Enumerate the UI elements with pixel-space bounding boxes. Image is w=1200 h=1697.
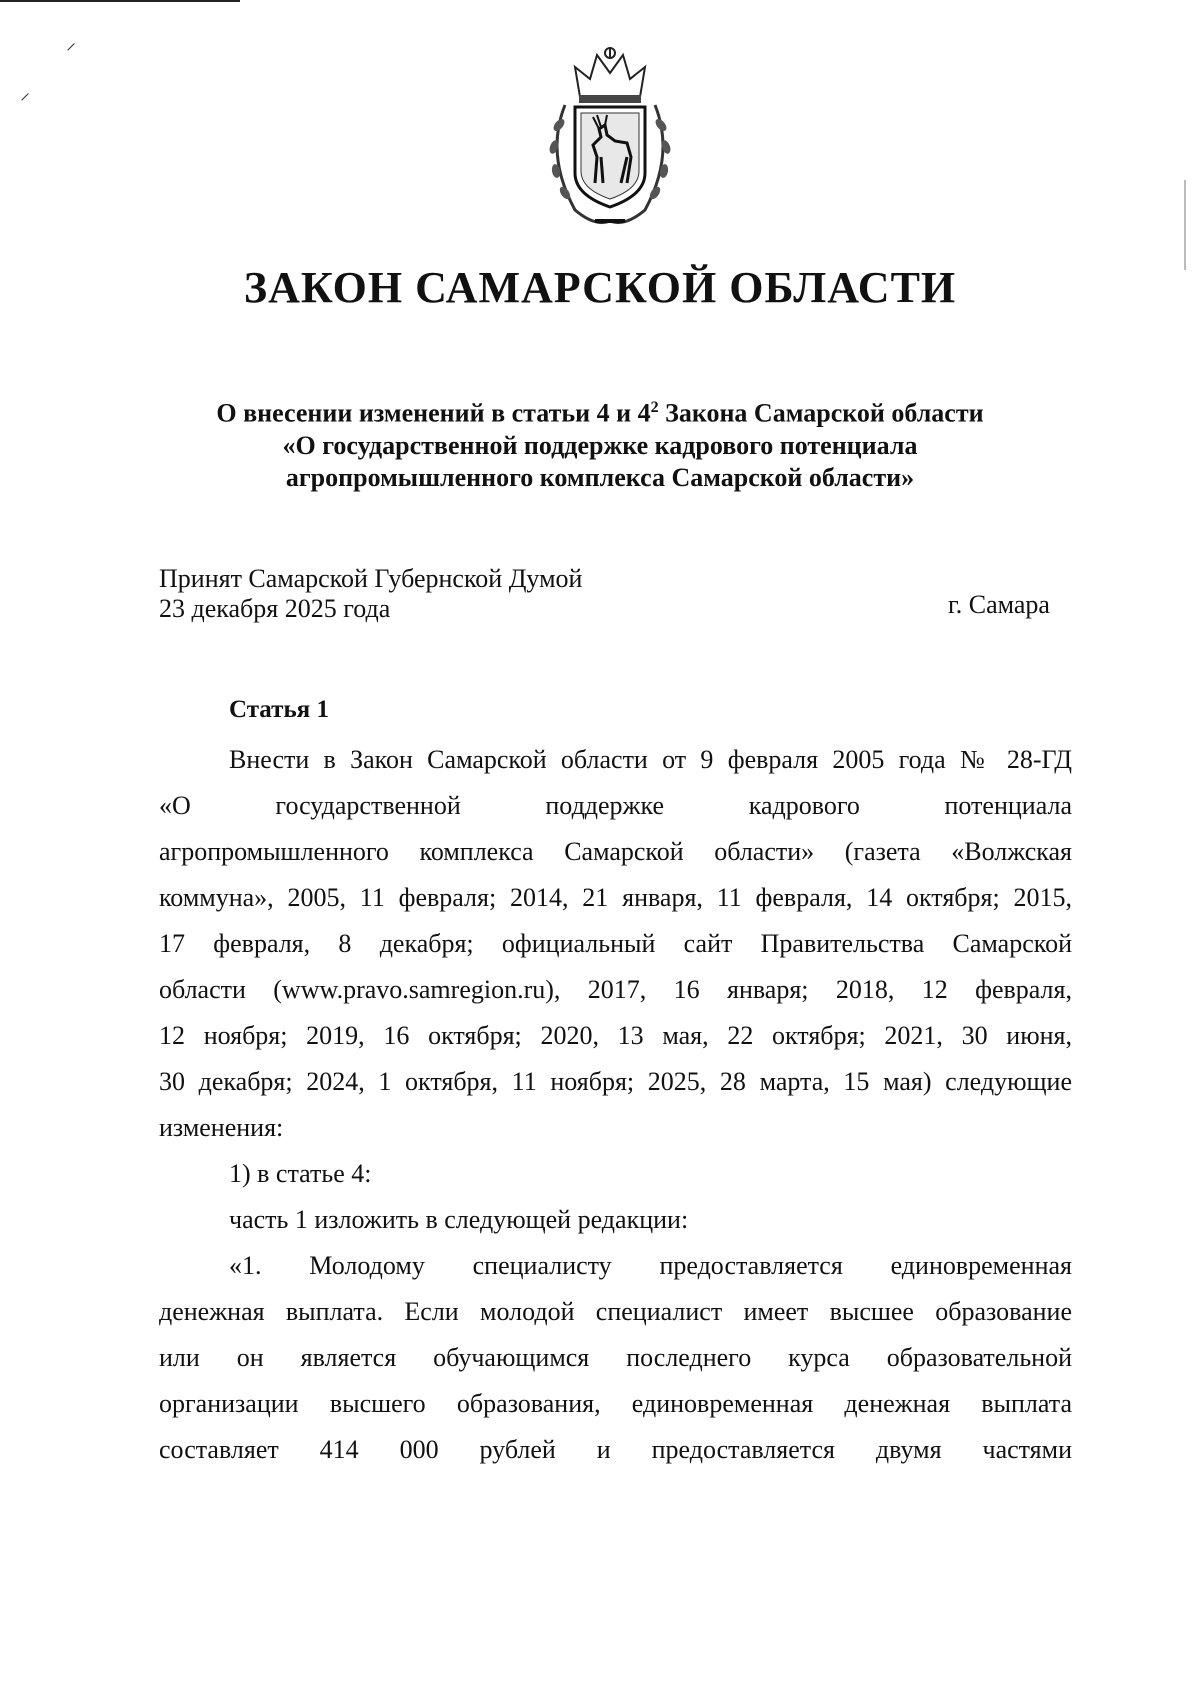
scan-speck: ⸝ <box>20 82 30 104</box>
text-line: «О государственной поддержке кадрового потенциала <box>159 791 1072 820</box>
scan-artifact-line <box>1184 180 1186 270</box>
subtitle-line-1: О внесении изменений в статьи 4 и $4^2$ Закона Самарской области <box>216 398 984 428</box>
city: г. Самара <box>948 590 1050 619</box>
document-subtitle <box>0 392 1200 494</box>
text-line: 17 февраля, 8 декабря; официальный сайт Правительства Самарской <box>159 929 1072 958</box>
subtitle-line-2: «О государственной поддержке кадрового потенциала <box>282 430 918 460</box>
text-line: коммуна», 2005, 11 февраля; 2014, 21 января, 11 февраля, 14 октября; 2015, <box>159 883 1072 912</box>
text-line: изменения: <box>159 1113 284 1142</box>
text-line: 1) в статье 4: <box>229 1159 372 1188</box>
text-line: денежная выплата. Если молодой специалист имеет высшее образование <box>159 1297 1072 1326</box>
text-line: «1. Молодому специалисту предоставляется единовременная <box>229 1251 1072 1280</box>
scan-speck: ⸝ <box>66 32 76 54</box>
adoption-body: Принят Самарской Губернской Думой <box>159 564 583 593</box>
text-line: часть 1 изложить в следующей редакции: <box>229 1205 689 1234</box>
scan-artifact-line <box>0 0 240 2</box>
article-body <box>159 737 1072 1473</box>
coat-of-arms-emblem <box>535 45 685 235</box>
text-line: области (www.pravo.samregion.ru), 2017, 16 января; 2018, 12 февраля, <box>159 975 1072 1004</box>
text-line: Внести в Закон Самарской области от 9 февраля 2005 года № 28-ГД <box>229 745 1072 774</box>
adoption-info <box>159 564 582 624</box>
text-line: 30 декабря; 2024, 1 октября, 11 ноября; 2025, 28 марта, 15 мая) следующие <box>159 1067 1072 1096</box>
subtitle-line-3: агропромышленного комплекса Самарской области» <box>285 462 915 492</box>
text-line: 12 ноября; 2019, 16 октября; 2020, 13 мая, 22 октября; 2021, 30 июня, <box>159 1021 1072 1050</box>
article-heading: Статья 1 <box>229 696 329 723</box>
adoption-date: 23 декабря 2025 года <box>159 594 391 623</box>
text-line: составляет 414 000 рублей и предоставляется двумя частями <box>159 1435 1072 1464</box>
text-line: или он является обучающимся последнего курса образовательной <box>159 1343 1072 1372</box>
text-line: организации высшего образования, единовременная денежная выплата <box>159 1389 1072 1418</box>
document-title: ЗАКОН САМАРСКОЙ ОБЛАСТИ <box>243 263 957 312</box>
text-line: агропромышленного комплекса Самарской области» (газета «Волжская <box>159 837 1072 866</box>
